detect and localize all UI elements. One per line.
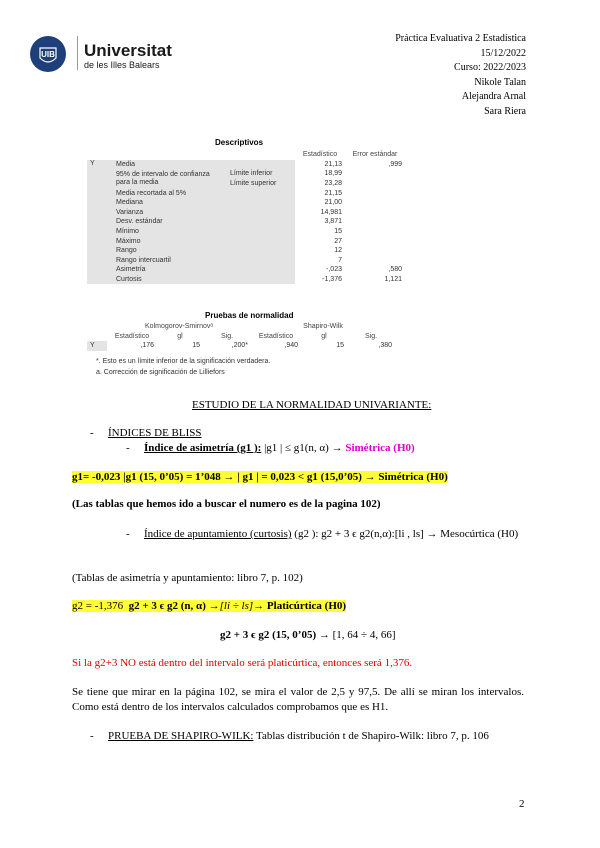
section-title: ESTUDIO DE LA NORMALIDAD UNIVARIANTE: <box>192 399 432 411</box>
sub-bullet-dash: - <box>126 528 130 540</box>
cell-estadistico: 27 <box>295 236 345 246</box>
cell-estadistico: 21,15 <box>295 188 345 198</box>
uib-seal-icon <box>30 36 66 72</box>
g2-interval-formula: g2 + 3 ϵ g2 (15, 0’05) → <box>220 629 330 641</box>
cell: 15 <box>157 341 203 351</box>
col-header-estadistico: Estadístico <box>302 151 338 159</box>
cell-estadistico: 3,871 <box>295 217 345 227</box>
g2-interval-symbolic: [li ÷ ls] <box>219 600 254 612</box>
g2-line <box>72 599 346 614</box>
cell-error: 1,121 <box>345 275 405 285</box>
row-label: Media <box>113 160 227 170</box>
asimetria-result: Simétrica (H0) <box>345 442 415 454</box>
bullet-indices-bliss: ÍNDICES DE BLISS <box>108 427 202 439</box>
table-row <box>87 160 405 170</box>
bullet-dash: - <box>90 730 94 742</box>
row-sublabel <box>227 256 295 266</box>
row-label: Curtosis <box>113 275 227 285</box>
tables-note: (Las tablas que hemos ido a buscar el numero es de la pagina 102) <box>72 498 381 510</box>
normalidad-table <box>87 322 395 351</box>
header-line: Práctica Evaluativa 2 Estadística <box>395 33 526 44</box>
row-var: Y <box>87 160 113 285</box>
bullet-dash: - <box>90 427 94 439</box>
row-sublabel <box>227 208 295 218</box>
logo-university-name: Universitat <box>84 41 172 60</box>
red-note: Si la g2+3 NO está dentro del intervalo será platicúrtica, entonces será 1,376. <box>72 657 413 669</box>
cell-error: ,999 <box>345 160 405 170</box>
header-line: Nikole Talan <box>474 76 526 88</box>
g1-line <box>72 470 448 485</box>
shapiro-wilk-text: Tablas distribución t de Shapiro-Wilk: libro 7, p. 106 <box>253 730 489 742</box>
row-label: Mediana <box>113 198 227 208</box>
cell-error <box>345 179 405 189</box>
row-sublabel <box>227 217 295 227</box>
table-row <box>87 208 405 218</box>
subheader: Sig. <box>364 332 378 340</box>
row-sublabel <box>227 188 295 198</box>
cell-error <box>345 188 405 198</box>
cell: ,380 <box>347 341 395 351</box>
subheader: Estadístico <box>114 332 150 340</box>
g2-interval-line <box>220 628 396 643</box>
row-sublabel <box>227 246 295 256</box>
row-sublabel <box>227 236 295 246</box>
cell-estadistico: -1,376 <box>295 275 345 285</box>
table-row <box>87 256 405 266</box>
cell-error <box>345 217 405 227</box>
logo-university-subtitle: de les Illes Balears <box>84 60 160 70</box>
row-label: Varianza <box>113 208 227 218</box>
group-header-ks: Kolmogorov-Smirnovᵃ <box>145 323 213 331</box>
document-header <box>395 32 526 119</box>
cell-estadistico: 12 <box>295 246 345 256</box>
header-line: Curso: 2022/2023 <box>454 62 526 73</box>
cell: ,940 <box>251 341 301 351</box>
row-sublabel: Límite superior <box>227 179 295 189</box>
table-row <box>87 169 405 179</box>
table-row <box>87 265 405 275</box>
table-note: *. Esto es un límite inferior de la significación verdadera. <box>96 358 271 365</box>
cell-estadistico: 18,99 <box>295 169 345 179</box>
row-label: Asimetría <box>113 265 227 275</box>
logo-divider <box>77 36 78 70</box>
cell-error <box>345 227 405 237</box>
g2-interval-values: [1, 64 ÷ 4, 66] <box>332 629 396 641</box>
subheader: gl <box>321 332 327 340</box>
tablas-reference: (Tablas de asimetría y apuntamiento: libro 7, p. 102) <box>72 572 303 584</box>
cell-error <box>345 169 405 179</box>
subheader: Estadístico <box>258 332 294 340</box>
cell-estadistico: 23,28 <box>295 179 345 189</box>
curtosis-line <box>144 527 524 542</box>
cell: ,200* <box>203 341 251 351</box>
cell-estadistico: 15 <box>295 227 345 237</box>
table-row <box>87 236 405 246</box>
g2-spacer <box>123 600 129 612</box>
table-row <box>87 188 405 198</box>
table-row <box>87 246 405 256</box>
cell-error <box>345 256 405 266</box>
cell-error: ,580 <box>345 265 405 275</box>
sub-bullet-dash: - <box>126 442 130 454</box>
asimetria-line <box>144 441 415 456</box>
subheader: gl <box>177 332 183 340</box>
row-label: Mínimo <box>113 227 227 237</box>
subheader: Sig. <box>220 332 234 340</box>
g2-result: → Platicúrtica (H0) <box>253 600 347 612</box>
page-number: 2 <box>519 798 525 810</box>
row-sublabel <box>227 227 295 237</box>
table-row <box>87 227 405 237</box>
row-sublabel <box>227 198 295 208</box>
descriptivos-title: Descriptivos <box>215 138 264 147</box>
row-sublabel: Límite inferior <box>227 169 295 179</box>
g2-value: g2 = -1,376 <box>72 600 124 612</box>
cell: 15 <box>301 341 347 351</box>
row-label: Media recortada al 5% <box>113 188 227 198</box>
curtosis-label: Índice de apuntamiento (curtosis) <box>144 528 292 540</box>
group-header-sw: Shapiro-Wilk <box>303 323 343 331</box>
header-line: 15/12/2022 <box>480 47 526 59</box>
shapiro-wilk-line <box>108 729 524 744</box>
cell-estadistico: 21,00 <box>295 198 345 208</box>
row-var: Y <box>87 341 107 351</box>
row-label: Máximo <box>113 236 227 246</box>
header-line: Sara Riera <box>484 105 526 117</box>
svg-text:UIB: UIB <box>41 50 55 59</box>
row-label: Rango intercuartil <box>113 256 227 266</box>
cell-estadistico: 14,981 <box>295 208 345 218</box>
asimetria-label: Índice de asimetría (g1 ): <box>144 442 262 454</box>
cell-error <box>345 246 405 256</box>
table-note: a. Corrección de significación de Lilliefors <box>96 369 225 376</box>
row-sublabel <box>227 160 295 170</box>
normalidad-title: Pruebas de normalidad <box>205 311 294 320</box>
cell-estadistico: 21,13 <box>295 160 345 170</box>
row-sublabel <box>227 265 295 275</box>
col-header-error: Error estándar <box>352 151 398 159</box>
header-line: Alejandra Arnal <box>461 91 526 102</box>
row-label: 95% de intervalo de confianza para la media <box>113 169 227 188</box>
g1-calculation: g1= -0,023 |g1 (15, 0’05) = 1’048 → | g1 | = 0,023 < g1 (15,0’05) → Simétrica (H0) <box>72 471 448 483</box>
table-row <box>87 217 405 227</box>
cell-error <box>345 236 405 246</box>
shapiro-wilk-label: PRUEBA DE SHAPIRO-WILK: <box>108 730 254 742</box>
explanation-paragraph: Se tiene que mirar en la página 102, se mira el valor de 2,5 y 97,5. De allí se miran los intervalos. Como está dentro de los intervalos calculados comprobamos que es H1. <box>72 686 524 713</box>
table-row <box>87 275 405 285</box>
university-logo-seal <box>30 36 66 72</box>
curtosis-formula: (g2 ): g2 + 3 ϵ g2(n,α):[li , ls] → Mesocúrtica (H0) <box>291 528 519 540</box>
cell-estadistico: -,023 <box>295 265 345 275</box>
g2-formula: g2 + 3 ϵ g2 (n, α) → <box>128 600 220 612</box>
row-label: Rango <box>113 246 227 256</box>
cell-estadistico: 7 <box>295 256 345 266</box>
descriptivos-table <box>87 150 405 284</box>
row-sublabel <box>227 275 295 285</box>
table-row <box>87 198 405 208</box>
cell-error <box>345 208 405 218</box>
row-label: Desv. estándar <box>113 217 227 227</box>
cell-error <box>345 198 405 208</box>
cell: ,176 <box>107 341 157 351</box>
asimetria-formula: |g1 | ≤ g1(n, α) → <box>261 442 343 454</box>
